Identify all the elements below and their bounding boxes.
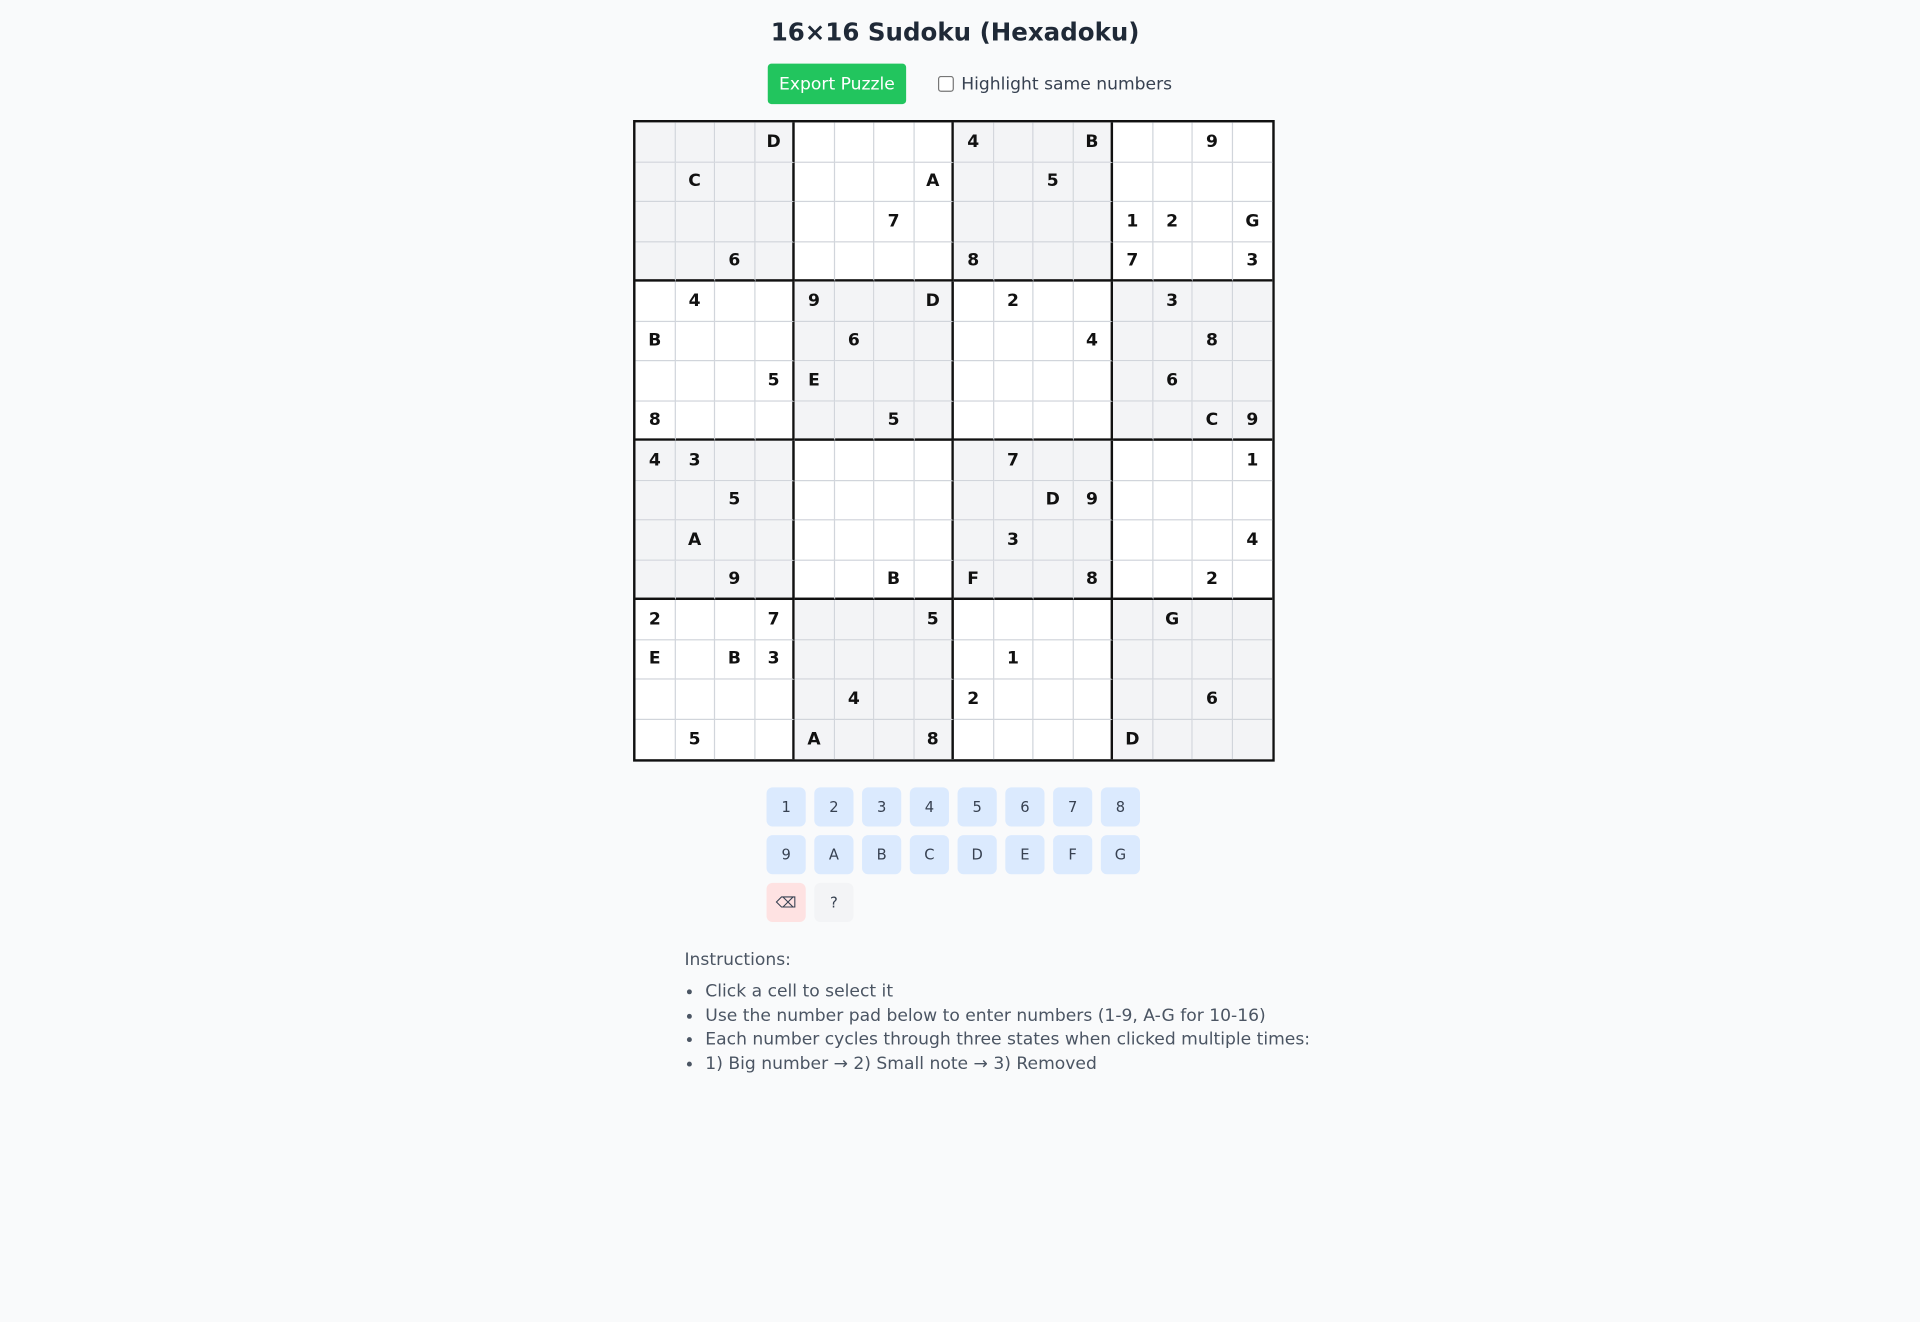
board-cell[interactable] xyxy=(795,560,835,600)
board-cell[interactable] xyxy=(1193,242,1233,282)
board-cell[interactable]: 2 xyxy=(954,680,994,720)
board-cell[interactable] xyxy=(1073,600,1113,640)
board-cell[interactable]: D xyxy=(755,122,795,162)
board-cell[interactable]: B xyxy=(1073,122,1113,162)
board-cell[interactable] xyxy=(1113,680,1153,720)
board-cell[interactable] xyxy=(874,242,914,282)
pad-key-3[interactable]: 3 xyxy=(862,787,901,826)
board-cell[interactable] xyxy=(636,481,676,521)
board-cell[interactable]: 7 xyxy=(874,202,914,242)
board-cell[interactable] xyxy=(1193,202,1233,242)
board-cell[interactable] xyxy=(755,719,795,759)
board-cell[interactable]: 8 xyxy=(1073,560,1113,600)
board-cell[interactable]: D xyxy=(1113,719,1153,759)
board-cell[interactable]: 9 xyxy=(1232,401,1272,441)
board-cell[interactable] xyxy=(795,242,835,282)
board-cell[interactable]: A xyxy=(914,162,954,202)
board-cell[interactable] xyxy=(834,122,874,162)
pad-key-a[interactable]: A xyxy=(814,835,853,874)
board-cell[interactable] xyxy=(795,600,835,640)
board-cell[interactable]: 8 xyxy=(1193,321,1233,361)
board-cell[interactable]: 3 xyxy=(755,640,795,680)
board-cell[interactable] xyxy=(1153,680,1193,720)
board-cell[interactable] xyxy=(715,600,755,640)
board-cell[interactable] xyxy=(874,441,914,481)
board-cell[interactable] xyxy=(954,441,994,481)
board-cell[interactable] xyxy=(755,282,795,322)
number-pad xyxy=(767,787,1140,922)
board-cell[interactable] xyxy=(1153,481,1193,521)
board-cell[interactable] xyxy=(1033,680,1073,720)
board-cell[interactable] xyxy=(715,321,755,361)
board-cell[interactable] xyxy=(1033,122,1073,162)
board-cell[interactable] xyxy=(795,640,835,680)
pad-key-2[interactable]: 2 xyxy=(814,787,853,826)
board-cell[interactable] xyxy=(715,202,755,242)
board-cell[interactable] xyxy=(715,361,755,401)
pad-key-f[interactable]: F xyxy=(1053,835,1092,874)
board-cell[interactable] xyxy=(1073,361,1113,401)
board-cell[interactable]: G xyxy=(1232,202,1272,242)
instructions-list xyxy=(684,981,1310,1077)
board-cell[interactable] xyxy=(636,162,676,202)
board-cell[interactable] xyxy=(1193,481,1233,521)
board-cell[interactable] xyxy=(954,520,994,560)
board-cell[interactable] xyxy=(1153,162,1193,202)
board-cell[interactable] xyxy=(914,560,954,600)
board-cell[interactable] xyxy=(1033,401,1073,441)
board-cell[interactable] xyxy=(1232,680,1272,720)
board-cell[interactable]: 5 xyxy=(1033,162,1073,202)
board-cell[interactable] xyxy=(994,361,1034,401)
board-cell[interactable] xyxy=(795,401,835,441)
board-cell[interactable] xyxy=(715,520,755,560)
board-cell[interactable] xyxy=(1073,401,1113,441)
export-puzzle-button[interactable]: Export Puzzle xyxy=(768,64,906,104)
board-cell[interactable] xyxy=(675,242,715,282)
board-cell[interactable] xyxy=(636,361,676,401)
board-cell[interactable] xyxy=(874,282,914,322)
board-cell[interactable] xyxy=(1113,441,1153,481)
pad-key-6[interactable]: 6 xyxy=(1005,787,1044,826)
board-cell[interactable] xyxy=(636,560,676,600)
board-cell[interactable]: 2 xyxy=(636,600,676,640)
board-cell[interactable]: E xyxy=(636,640,676,680)
board-cell[interactable] xyxy=(834,401,874,441)
board-cell[interactable] xyxy=(636,719,676,759)
board-cell[interactable] xyxy=(834,361,874,401)
board-cell[interactable] xyxy=(914,680,954,720)
controls-bar xyxy=(768,64,1172,104)
board-cell[interactable] xyxy=(795,162,835,202)
board-cell[interactable] xyxy=(954,401,994,441)
board-cell[interactable] xyxy=(795,202,835,242)
board-cell[interactable] xyxy=(1073,162,1113,202)
board-cell[interactable] xyxy=(1193,640,1233,680)
board-cell[interactable] xyxy=(675,680,715,720)
board-cell[interactable] xyxy=(1153,520,1193,560)
board-cell[interactable] xyxy=(1073,520,1113,560)
help-button[interactable]: ? xyxy=(814,883,853,922)
board-cell[interactable]: 7 xyxy=(994,441,1034,481)
board-cell[interactable] xyxy=(954,321,994,361)
board-cell[interactable] xyxy=(1193,719,1233,759)
board-cell[interactable]: 6 xyxy=(834,321,874,361)
board-cell[interactable]: 2 xyxy=(994,282,1034,322)
pad-key-5[interactable]: 5 xyxy=(958,787,997,826)
board-cell[interactable] xyxy=(675,401,715,441)
board-cell[interactable] xyxy=(755,321,795,361)
pad-key-c[interactable]: C xyxy=(910,835,949,874)
board-cell[interactable] xyxy=(795,321,835,361)
board-cell[interactable] xyxy=(1073,242,1113,282)
board-cell[interactable] xyxy=(1193,162,1233,202)
board-cell[interactable] xyxy=(914,242,954,282)
board-cell[interactable] xyxy=(994,560,1034,600)
board-cell[interactable]: 7 xyxy=(1113,242,1153,282)
board-cell[interactable]: 5 xyxy=(914,600,954,640)
board-cell[interactable] xyxy=(1113,560,1153,600)
board-cell[interactable] xyxy=(1232,600,1272,640)
board-cell[interactable] xyxy=(914,202,954,242)
highlight-label: Highlight same numbers xyxy=(961,74,1173,94)
board-cell[interactable]: F xyxy=(954,560,994,600)
board-cell[interactable]: 1 xyxy=(1113,202,1153,242)
board-cell[interactable] xyxy=(1073,202,1113,242)
board-cell[interactable] xyxy=(1073,441,1113,481)
board-cell[interactable]: 6 xyxy=(715,242,755,282)
board-cell[interactable] xyxy=(1232,560,1272,600)
board-cell[interactable]: 9 xyxy=(1073,481,1113,521)
board-cell[interactable]: 4 xyxy=(834,680,874,720)
board-cell[interactable] xyxy=(675,202,715,242)
board-cell[interactable] xyxy=(1033,361,1073,401)
board-cell[interactable] xyxy=(1033,321,1073,361)
board-cell[interactable] xyxy=(1033,441,1073,481)
pad-key-1[interactable]: 1 xyxy=(767,787,806,826)
board-cell[interactable] xyxy=(994,401,1034,441)
board-cell[interactable] xyxy=(834,560,874,600)
board-cell[interactable]: B xyxy=(874,560,914,600)
board-cell[interactable] xyxy=(954,719,994,759)
board-cell[interactable] xyxy=(1193,441,1233,481)
board-cell[interactable] xyxy=(994,600,1034,640)
board-cell[interactable] xyxy=(755,520,795,560)
board-cell[interactable]: 4 xyxy=(636,441,676,481)
board-cell[interactable] xyxy=(1113,481,1153,521)
board-cell[interactable] xyxy=(874,321,914,361)
board-cell[interactable] xyxy=(795,441,835,481)
board-cell[interactable] xyxy=(1073,719,1113,759)
board-cell[interactable]: 5 xyxy=(874,401,914,441)
board-cell[interactable] xyxy=(675,481,715,521)
board-cell[interactable]: G xyxy=(1153,600,1193,640)
board-cell[interactable]: D xyxy=(914,282,954,322)
board-cell[interactable] xyxy=(715,122,755,162)
board-cell[interactable] xyxy=(795,481,835,521)
board-cell[interactable]: E xyxy=(795,361,835,401)
board-cell[interactable] xyxy=(636,122,676,162)
board-cell[interactable] xyxy=(834,282,874,322)
board-cell[interactable] xyxy=(1073,640,1113,680)
board-cell[interactable] xyxy=(675,560,715,600)
board-cell[interactable] xyxy=(755,242,795,282)
board-cell[interactable] xyxy=(994,162,1034,202)
board-cell[interactable] xyxy=(834,242,874,282)
instructions-heading: Instructions: xyxy=(684,950,791,970)
board-cell[interactable] xyxy=(874,481,914,521)
board-cell[interactable] xyxy=(1193,282,1233,322)
board-cell[interactable] xyxy=(834,202,874,242)
board-cell[interactable] xyxy=(715,680,755,720)
board-cell[interactable]: C xyxy=(675,162,715,202)
pad-key-g[interactable]: G xyxy=(1101,835,1140,874)
board-cell[interactable] xyxy=(1113,282,1153,322)
board-cell[interactable] xyxy=(1113,122,1153,162)
board-cell[interactable]: 3 xyxy=(1232,242,1272,282)
board-cell[interactable] xyxy=(1153,441,1193,481)
board-cell[interactable] xyxy=(715,282,755,322)
board-cell[interactable]: B xyxy=(715,640,755,680)
board-cell[interactable] xyxy=(1113,600,1153,640)
board-cell[interactable] xyxy=(874,122,914,162)
board-cell[interactable]: C xyxy=(1193,401,1233,441)
instructions xyxy=(684,950,1310,1077)
board-cell[interactable] xyxy=(954,481,994,521)
board-cell[interactable] xyxy=(636,520,676,560)
board-cell[interactable] xyxy=(755,162,795,202)
board-cell[interactable] xyxy=(1113,640,1153,680)
board-cell[interactable] xyxy=(1033,282,1073,322)
pad-key-b[interactable]: B xyxy=(862,835,901,874)
board-cell[interactable] xyxy=(994,719,1034,759)
board-cell[interactable] xyxy=(636,202,676,242)
board-cell[interactable] xyxy=(675,640,715,680)
board-cell[interactable] xyxy=(1033,640,1073,680)
board-cell[interactable] xyxy=(1073,680,1113,720)
board-cell[interactable] xyxy=(914,640,954,680)
board-cell[interactable]: 4 xyxy=(954,122,994,162)
board-cell[interactable] xyxy=(675,600,715,640)
board-cell[interactable] xyxy=(914,520,954,560)
board-cell[interactable] xyxy=(1153,122,1193,162)
board-cell[interactable] xyxy=(834,481,874,521)
board-cell[interactable] xyxy=(795,520,835,560)
board-cell[interactable] xyxy=(1232,481,1272,521)
board-cell[interactable] xyxy=(755,680,795,720)
board-cell[interactable] xyxy=(1153,321,1193,361)
board-cell[interactable] xyxy=(914,122,954,162)
board-cell[interactable] xyxy=(874,640,914,680)
board-cell[interactable] xyxy=(1033,560,1073,600)
board-cell[interactable]: 2 xyxy=(1193,560,1233,600)
board-cell[interactable] xyxy=(994,481,1034,521)
board-cell[interactable]: 7 xyxy=(755,600,795,640)
board-cell[interactable]: 5 xyxy=(755,361,795,401)
board-cell[interactable] xyxy=(1153,242,1193,282)
erase-button[interactable]: ⌫ xyxy=(767,883,806,922)
board-cell[interactable]: 4 xyxy=(1232,520,1272,560)
instruction-item: • 1) Big number → 2) Small note → 3) Removed xyxy=(705,1053,1310,1077)
board-cell[interactable]: 9 xyxy=(795,282,835,322)
board-cell[interactable] xyxy=(1232,361,1272,401)
board-cell[interactable] xyxy=(1232,122,1272,162)
board-cell[interactable] xyxy=(834,640,874,680)
board-cell[interactable] xyxy=(914,361,954,401)
board-cell[interactable] xyxy=(994,321,1034,361)
board-cell[interactable]: 4 xyxy=(1073,321,1113,361)
highlight-toggle[interactable] xyxy=(938,74,1172,94)
board-cell[interactable] xyxy=(834,719,874,759)
board-cell[interactable]: D xyxy=(1033,481,1073,521)
pad-key-4[interactable]: 4 xyxy=(910,787,949,826)
board-cell[interactable]: A xyxy=(675,520,715,560)
board-cell[interactable] xyxy=(755,560,795,600)
board-cell[interactable] xyxy=(675,361,715,401)
instruction-item: • Use the number pad below to enter numbers (1-9, A-G for 10-16) xyxy=(705,1005,1310,1029)
board-cell[interactable]: 9 xyxy=(715,560,755,600)
board-cell[interactable] xyxy=(994,202,1034,242)
board-cell[interactable]: 9 xyxy=(1193,122,1233,162)
board-cell[interactable] xyxy=(1113,520,1153,560)
board-cell[interactable] xyxy=(755,441,795,481)
board-cell[interactable] xyxy=(874,600,914,640)
board-cell[interactable] xyxy=(834,600,874,640)
pad-key-9[interactable]: 9 xyxy=(767,835,806,874)
board-cell[interactable] xyxy=(1232,719,1272,759)
board-cell[interactable] xyxy=(834,441,874,481)
board-cell[interactable] xyxy=(1232,321,1272,361)
board-cell[interactable] xyxy=(874,162,914,202)
board-cell[interactable] xyxy=(1193,361,1233,401)
board-cell[interactable] xyxy=(1153,719,1193,759)
board-cell[interactable]: B xyxy=(636,321,676,361)
pad-key-7[interactable]: 7 xyxy=(1053,787,1092,826)
board-cell[interactable]: 5 xyxy=(675,719,715,759)
pad-key-d[interactable]: D xyxy=(958,835,997,874)
instruction-item: • Click a cell to select it xyxy=(705,981,1310,1005)
board-cell[interactable] xyxy=(1033,520,1073,560)
board-cell[interactable] xyxy=(715,441,755,481)
board-cell[interactable] xyxy=(1113,162,1153,202)
board-cell[interactable]: 1 xyxy=(994,640,1034,680)
board-cell[interactable]: 3 xyxy=(1153,282,1193,322)
board-cell[interactable]: 6 xyxy=(1193,680,1233,720)
board-cell[interactable] xyxy=(954,282,994,322)
pad-key-8[interactable]: 8 xyxy=(1101,787,1140,826)
page-title: 16×16 Sudoku (Hexadoku) xyxy=(770,17,1140,47)
board-cell[interactable] xyxy=(1193,600,1233,640)
board-cell[interactable] xyxy=(636,242,676,282)
board-cell[interactable] xyxy=(1232,162,1272,202)
board-cell[interactable] xyxy=(636,282,676,322)
sudoku-board xyxy=(633,120,1275,762)
board-cell[interactable] xyxy=(636,680,676,720)
board-cell[interactable] xyxy=(755,481,795,521)
instruction-item: • Each number cycles through three states when clicked multiple times: xyxy=(705,1029,1310,1053)
board-cell[interactable] xyxy=(954,640,994,680)
board-cell[interactable]: 2 xyxy=(1153,202,1193,242)
board-cell[interactable] xyxy=(874,361,914,401)
board-cell[interactable] xyxy=(914,441,954,481)
board-cell[interactable] xyxy=(1113,401,1153,441)
board-cell[interactable] xyxy=(1153,560,1193,600)
board-cell[interactable] xyxy=(994,242,1034,282)
board-cell[interactable] xyxy=(994,680,1034,720)
board-cell[interactable] xyxy=(715,719,755,759)
board-cell[interactable] xyxy=(1033,202,1073,242)
board-cell[interactable] xyxy=(1113,321,1153,361)
board-cell[interactable] xyxy=(1232,282,1272,322)
board-cell[interactable] xyxy=(795,122,835,162)
board-cell[interactable] xyxy=(914,481,954,521)
board-cell[interactable] xyxy=(1033,600,1073,640)
board-cell[interactable]: 8 xyxy=(954,242,994,282)
board-cell[interactable] xyxy=(954,600,994,640)
board-cell[interactable]: A xyxy=(795,719,835,759)
board-cell[interactable] xyxy=(1033,242,1073,282)
board-cell[interactable]: 8 xyxy=(636,401,676,441)
board-cell[interactable] xyxy=(874,520,914,560)
board-cell[interactable] xyxy=(954,162,994,202)
board-cell[interactable] xyxy=(954,202,994,242)
board-cell[interactable]: 8 xyxy=(914,719,954,759)
board-cell[interactable] xyxy=(1232,640,1272,680)
board-cell[interactable] xyxy=(755,401,795,441)
board-cell[interactable] xyxy=(1153,640,1193,680)
board-cell[interactable] xyxy=(715,162,755,202)
board-cell[interactable] xyxy=(1153,401,1193,441)
board-cell[interactable] xyxy=(1073,282,1113,322)
pad-key-e[interactable]: E xyxy=(1005,835,1044,874)
board-cell[interactable]: 3 xyxy=(675,441,715,481)
board-cell[interactable] xyxy=(874,719,914,759)
board-cell[interactable] xyxy=(914,401,954,441)
board-cell[interactable]: 1 xyxy=(1232,441,1272,481)
board-cell[interactable]: 6 xyxy=(1153,361,1193,401)
board-cell[interactable] xyxy=(914,321,954,361)
board-cell[interactable]: 3 xyxy=(994,520,1034,560)
board-cell[interactable] xyxy=(675,321,715,361)
board-cell[interactable] xyxy=(834,520,874,560)
board-cell[interactable] xyxy=(715,401,755,441)
board-cell[interactable]: 4 xyxy=(675,282,715,322)
board-cell[interactable] xyxy=(1193,520,1233,560)
board-cell[interactable] xyxy=(994,122,1034,162)
board-cell[interactable] xyxy=(834,162,874,202)
board-cell[interactable] xyxy=(1033,719,1073,759)
board-cell[interactable] xyxy=(795,680,835,720)
board-cell[interactable] xyxy=(874,680,914,720)
board-cell[interactable] xyxy=(954,361,994,401)
board-cell[interactable]: 5 xyxy=(715,481,755,521)
board-cell[interactable] xyxy=(675,122,715,162)
board-cell[interactable] xyxy=(755,202,795,242)
highlight-checkbox[interactable] xyxy=(938,76,954,92)
board-cell[interactable] xyxy=(1113,361,1153,401)
